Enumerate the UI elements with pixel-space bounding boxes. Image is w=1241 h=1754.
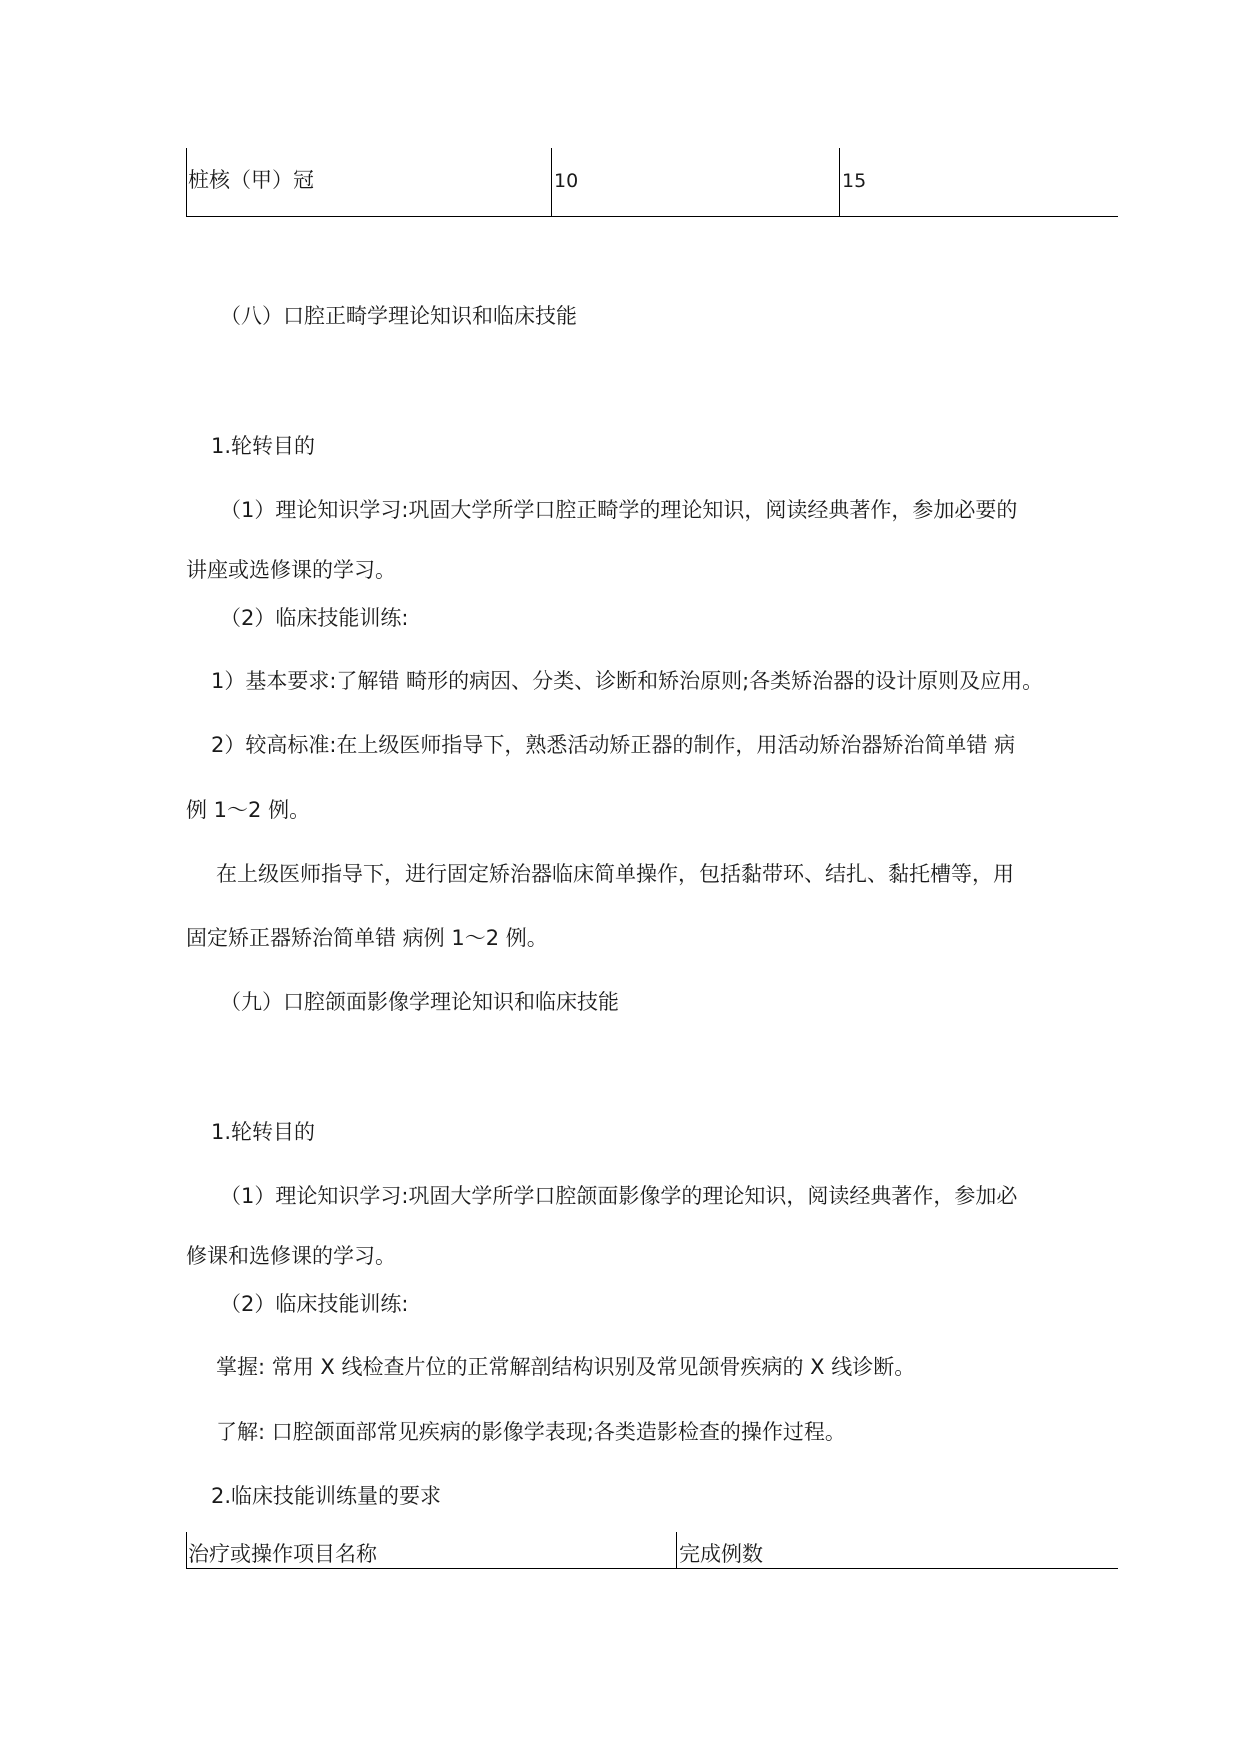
section9-purpose-title: 1.轮转目的	[211, 1120, 316, 1144]
section9-amount-title: 2.临床技能训练量的要求	[211, 1484, 442, 1508]
table-header-count: 完成例数	[679, 1542, 763, 1566]
section8-theory-line1: （1）理论知识学习:巩固大学所学口腔正畸学的理论知识，阅读经典著作，参加必要的	[220, 498, 1018, 522]
section8-higher-line1: 2）较高标准:在上级医师指导下，熟悉活动矫正器的制作，用活动矫治器矫治简单错 病	[211, 733, 1016, 757]
table-border-mid	[676, 1532, 677, 1568]
table-border-mid2	[839, 148, 840, 216]
section9-theory-line2: 修课和选修课的学习。	[186, 1244, 396, 1268]
section9-theory-line1: （1）理论知识学习:巩固大学所学口腔颌面影像学的理论知识，阅读经典著作，参加必	[220, 1184, 1018, 1208]
section8-purpose-title: 1.轮转目的	[211, 434, 316, 458]
section8-basic: 1）基本要求:了解错 畸形的病因、分类、诊断和矫治原则;各类矫治器的设计原则及应用。	[211, 669, 1044, 693]
table-cell-value-1: 10	[554, 170, 579, 192]
table-border-left	[186, 148, 187, 216]
table-border-mid1	[551, 148, 552, 216]
section8-higher-line2: 例 1～2 例。	[186, 798, 311, 822]
section8-heading: （八）口腔正畸学理论知识和临床技能	[220, 304, 577, 328]
section8-fixed-line1: 在上级医师指导下，进行固定矫治器临床简单操作，包括黏带环、结扎、黏托槽等，用	[216, 862, 1014, 886]
section9-understand: 了解: 口腔颌面部常见疾病的影像学表现;各类造影检查的操作过程。	[216, 1420, 846, 1444]
table-header-item-name: 治疗或操作项目名称	[188, 1542, 377, 1566]
top-table	[186, 148, 1118, 217]
table-cell-value-2: 15	[842, 170, 867, 192]
section9-skill-title: （2）临床技能训练:	[220, 1292, 409, 1316]
table-border-left	[186, 1532, 187, 1568]
section8-theory-line2: 讲座或选修课的学习。	[186, 558, 396, 582]
section9-heading: （九）口腔颌面影像学理论知识和临床技能	[220, 990, 619, 1014]
bottom-table-header	[186, 1532, 1118, 1569]
section8-fixed-line2: 固定矫正器矫治简单错 病例 1～2 例。	[186, 926, 548, 950]
section8-skill-title: （2）临床技能训练:	[220, 606, 409, 630]
table-cell-item: 桩核（甲）冠	[188, 168, 314, 192]
section9-master: 掌握: 常用 X 线检查片位的正常解剖结构识别及常见颌骨疾病的 X 线诊断。	[216, 1355, 916, 1379]
